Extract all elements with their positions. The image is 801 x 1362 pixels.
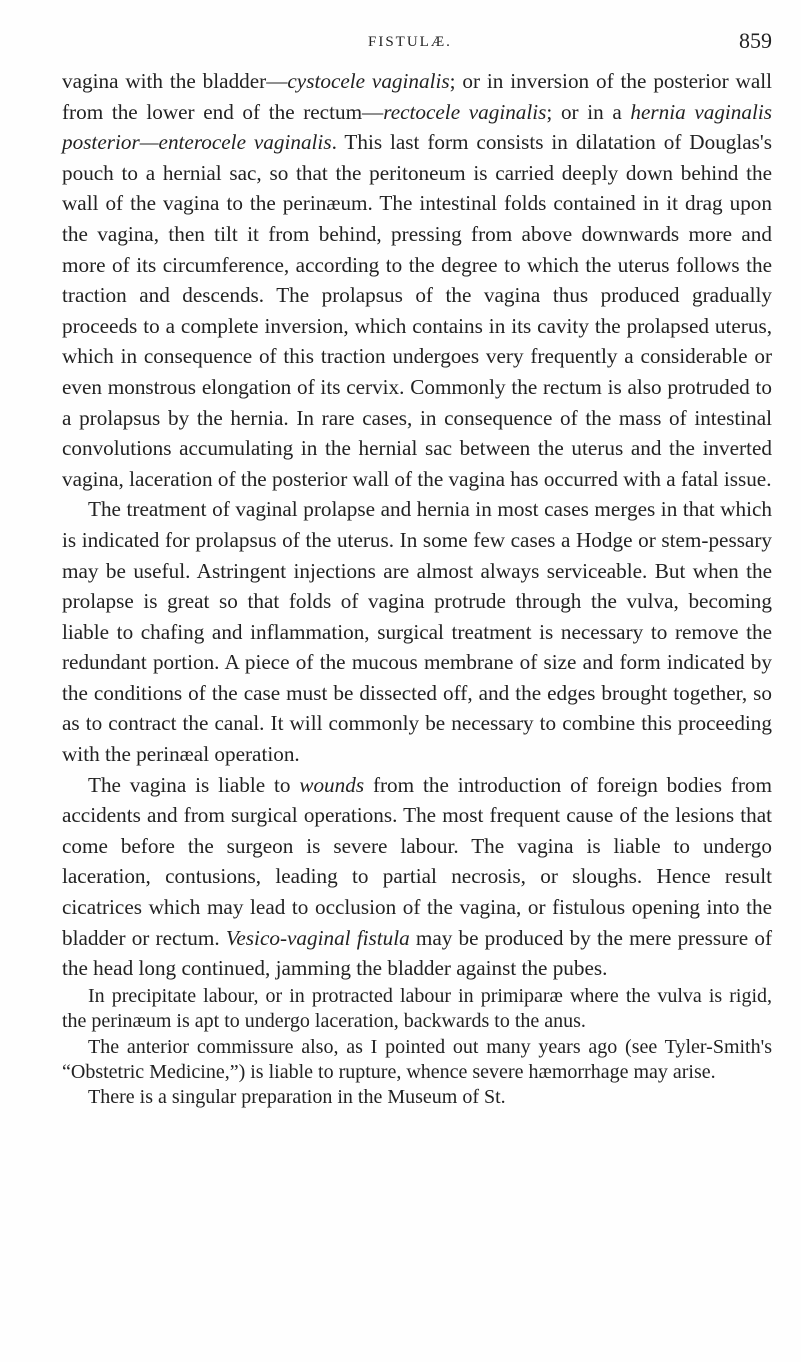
text-run: vagina with the bladder— bbox=[62, 69, 288, 93]
paragraph-4 bbox=[62, 984, 772, 1035]
text-run: There is a singular preparation in the Museum of St. bbox=[88, 1086, 506, 1109]
text-run: ; or in a bbox=[546, 99, 631, 124]
italic-term: Vesico-vaginal fistula bbox=[225, 925, 410, 950]
text-run: The anterior commissure also, as I pointed out many years ago (see Tyler-Smith's “Obstetric Medicine,”) is liable to rupture, whence severe hæmorrhage may arise. bbox=[62, 1035, 772, 1084]
text-run: from the introduction of foreign bodies from accidents and from surgical operations. The most frequent cause of the lesions that come before the surgeon is severe labour. The vagina is liable to undergo laceration, contusions, leading to partial necrosis, or sloughs. Hence result cicatrices which may lead to occlusion of the vagina, or fistulous opening into the bladder or rectum. bbox=[62, 772, 772, 950]
paragraph-3 bbox=[62, 770, 772, 984]
italic-term: wounds bbox=[299, 772, 365, 797]
italic-term: rectocele vaginalis bbox=[383, 99, 547, 124]
running-head bbox=[62, 22, 772, 66]
text-run: The treatment of vaginal prolapse and hernia in most cases merges in that which is indicated for prolapsus of the uterus. In some few cases a Hodge or stem-pessary may be useful. Astringent injections are almost always serviceable. But when the prolapse is great so that folds of vagina protrude through the vulva, becoming liable to chafing and inflammation, surgical treatment is necessary to remove the redundant portion. A piece of the mucous membrane of size and form indicated by the conditions of the case must be dissected off, and the edges brought together, so as to contract the canal. It will commonly be necessary to combine this proceeding with the perinæal operation. bbox=[62, 497, 772, 767]
paragraph-6 bbox=[62, 1085, 772, 1110]
italic-term: cystocele vaginalis bbox=[287, 69, 450, 93]
italic-term: hernia vaginalis posterior—enterocele vaginalis bbox=[62, 99, 773, 155]
running-title: FISTULÆ. bbox=[368, 34, 452, 50]
page-number: 859 bbox=[739, 28, 772, 53]
paragraph-2 bbox=[62, 494, 772, 769]
book-page bbox=[62, 22, 772, 1111]
paragraph-1 bbox=[62, 66, 772, 494]
text-run: The vagina is liable to bbox=[88, 772, 300, 797]
body-text bbox=[62, 66, 772, 1111]
text-run: . This last form consists in dilatation of Douglas's pouch to a hernial sac, so that the peritoneum is carried deeply down behind the wall of the vagina to the perinæum. The intestinal folds contained in it drag upon the vagina, then tilt it from behind, pressing from above downwards more and more of its circumference, according to the degree to which the uterus follows the traction and descends. The prolapsus of the vagina thus produced gradually proceeds to a complete inversion, which contains in its cavity the prolapsed uterus, which in consequence of this traction undergoes very frequently a considerable or even monstrous elongation of its cervix. Commonly the rectum is also protruded to a prolapsus by the hernia. In rare cases, in consequence of the mass of intestinal convolutions accumulating in the hernial sac between the uterus and the inverted vagina, laceration of the posterior wall of the vagina has occurred with a fatal issue. bbox=[62, 130, 772, 491]
text-run: ; or in inversion of the posterior wall from the lower end of the rectum— bbox=[62, 69, 772, 124]
text-run: In precipitate labour, or in protracted labour in primiparæ where the vulva is rigid, the perinæum is apt to undergo laceration, backwards to the anus. bbox=[62, 984, 772, 1033]
paragraph-5 bbox=[62, 1035, 772, 1086]
text-run: may be produced by the mere pressure of the head long continued, jamming the bladder against the pubes. bbox=[62, 925, 772, 981]
